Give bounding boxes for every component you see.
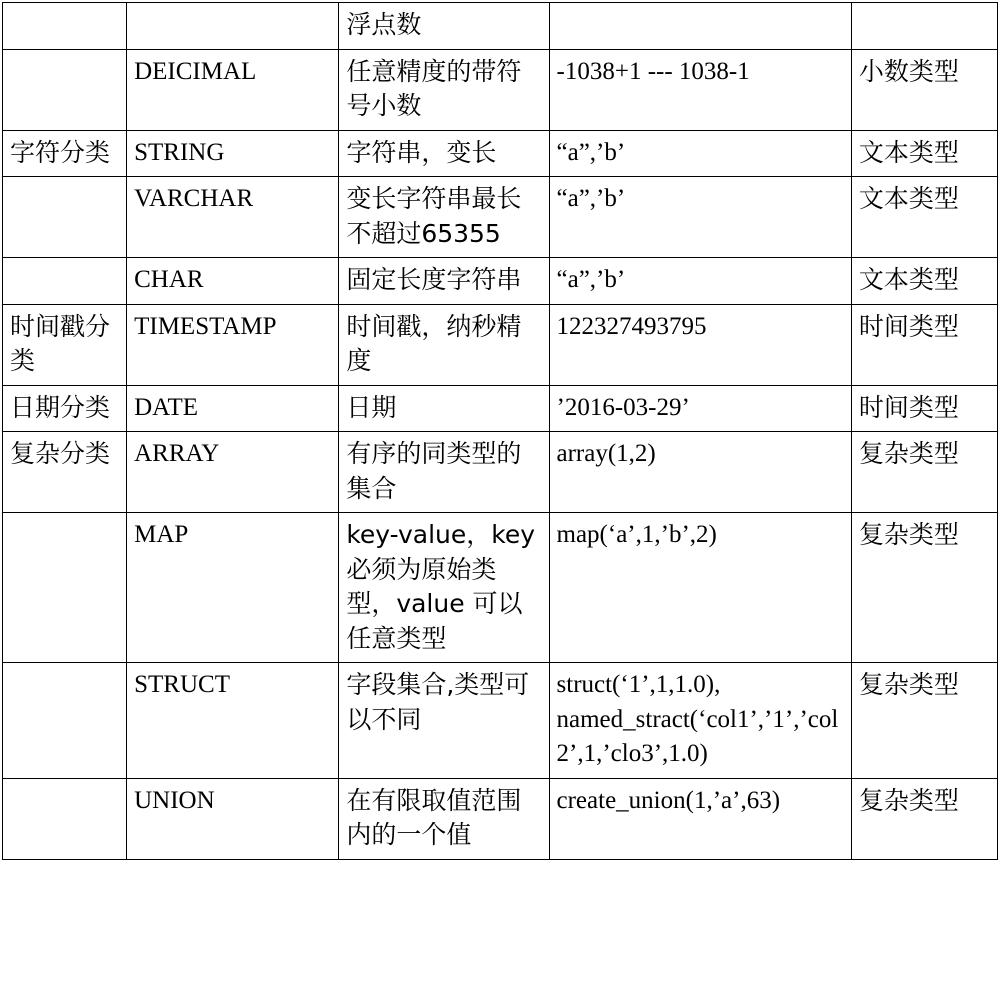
data-types-table <box>2 2 998 860</box>
cell-category: 复杂分类 <box>3 432 127 513</box>
document-page <box>0 2 1000 998</box>
cell-type: STRING <box>127 130 339 177</box>
cell-type: TIMESTAMP <box>127 304 339 385</box>
cell-example: 122327493795 <box>549 304 851 385</box>
cell-example: map(‘a’,1,’b’,2) <box>549 513 851 663</box>
cell-note: 时间类型 <box>851 385 997 432</box>
cell-note: 复杂类型 <box>851 513 997 663</box>
cell-note: 复杂类型 <box>851 432 997 513</box>
cell-example: array(1,2) <box>549 432 851 513</box>
cell-note: 时间类型 <box>851 304 997 385</box>
cell-example: “a”,’b’ <box>549 177 851 258</box>
cell-note: 文本类型 <box>851 130 997 177</box>
cell-example: create_union(1,’a’,63) <box>549 778 851 859</box>
cell-category <box>3 3 127 50</box>
cell-category <box>3 778 127 859</box>
cell-example: -1038+1 --- 1038-1 <box>549 49 851 130</box>
cell-type: STRUCT <box>127 663 339 779</box>
cell-type: DEICIMAL <box>127 49 339 130</box>
cell-description: 字符串，变长 <box>339 130 549 177</box>
cell-example: “a”,’b’ <box>549 130 851 177</box>
cell-type: UNION <box>127 778 339 859</box>
cell-category <box>3 513 127 663</box>
table-row <box>3 663 998 779</box>
table-row <box>3 304 998 385</box>
table-row <box>3 130 998 177</box>
cell-category <box>3 258 127 305</box>
table-row <box>3 778 998 859</box>
cell-description: 有序的同类型的集合 <box>339 432 549 513</box>
cell-note <box>851 3 997 50</box>
table-row <box>3 258 998 305</box>
table-row <box>3 432 998 513</box>
cell-type: DATE <box>127 385 339 432</box>
cell-note: 小数类型 <box>851 49 997 130</box>
cell-description: 在有限取值范围内的一个值 <box>339 778 549 859</box>
cell-example: “a”,’b’ <box>549 258 851 305</box>
cell-category <box>3 663 127 779</box>
cell-description: 任意精度的带符号小数 <box>339 49 549 130</box>
cell-description: 字段集合,类型可以不同 <box>339 663 549 779</box>
cell-description: 时间戳，纳秒精度 <box>339 304 549 385</box>
cell-description: key-value，key 必须为原始类型，value 可以任意类型 <box>339 513 549 663</box>
cell-example <box>549 3 851 50</box>
cell-type: VARCHAR <box>127 177 339 258</box>
table-row <box>3 177 998 258</box>
cell-description: 日期 <box>339 385 549 432</box>
cell-note: 文本类型 <box>851 258 997 305</box>
cell-category <box>3 49 127 130</box>
cell-description: 浮点数 <box>339 3 549 50</box>
cell-category <box>3 177 127 258</box>
table-row <box>3 385 998 432</box>
cell-category: 时间戳分类 <box>3 304 127 385</box>
cell-category: 字符分类 <box>3 130 127 177</box>
cell-note: 复杂类型 <box>851 778 997 859</box>
cell-note: 复杂类型 <box>851 663 997 779</box>
cell-type: ARRAY <box>127 432 339 513</box>
cell-category: 日期分类 <box>3 385 127 432</box>
table-row <box>3 3 998 50</box>
cell-description: 变长字符串最长不超过65355 <box>339 177 549 258</box>
cell-type: MAP <box>127 513 339 663</box>
cell-type <box>127 3 339 50</box>
cell-note: 文本类型 <box>851 177 997 258</box>
cell-example: ’2016-03-29’ <box>549 385 851 432</box>
cell-type: CHAR <box>127 258 339 305</box>
table-row <box>3 513 998 663</box>
table-row <box>3 49 998 130</box>
cell-example: struct(‘1’,1,1.0), named_stract(‘col1’,’1’,’col2’,1,’clo3’,1.0) <box>549 663 851 779</box>
cell-description: 固定长度字符串 <box>339 258 549 305</box>
